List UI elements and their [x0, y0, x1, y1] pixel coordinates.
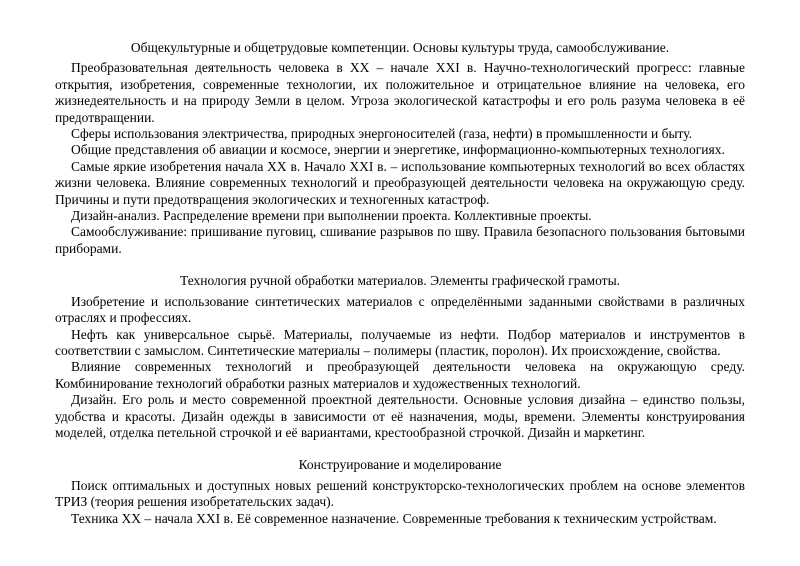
- section-general-competencies: [55, 40, 745, 257]
- paragraph: Дизайн-анализ. Распределение времени при выполнении проекта. Коллективные проекты.: [71, 208, 592, 224]
- paragraph: Изобретение и использование синтетических материалов с определёнными заданными свойствами в различных отраслях и профессиях.: [55, 293, 745, 326]
- paragraph: Общие представления об авиации и космосе, энергии и энергетике, информационно-компьютерных технологиях.: [71, 142, 725, 158]
- section-construction-modeling: [55, 457, 745, 527]
- paragraph: Поиск оптимальных и доступных новых решений конструкторско-технологических проблем на основе элементов ТРИЗ (теория решения изобретательских задач).: [55, 477, 745, 510]
- paragraph: Сферы использования электричества, природных энергоносителей (газа, нефти) в промышленности и быту.: [71, 126, 693, 142]
- section-heading: Технология ручной обработки материалов. Элементы графической грамоты.: [179, 273, 621, 289]
- paragraph: Техника XX – начала XXI в. Её современное назначение. Современные требования к техническим устройствам.: [71, 510, 717, 526]
- section-heading: Общекультурные и общетрудовые компетенции. Основы культуры труда, самообслуживание.: [130, 40, 670, 55]
- paragraph: Дизайн. Его роль и место современной проектной деятельности. Основные условия дизайна – единство пользы, удобства и красоты. Дизайн одежды в зависимости от её назначения, моды, времени. Элементы конструирования моделей, отделка петельной строчкой и её вариантами, крестообразной строчкой. Дизайн и маркетинг.: [55, 392, 745, 440]
- section-manual-processing: [55, 273, 745, 441]
- paragraph: Нефть как универсальное сырьё. Материалы, получаемые из нефти. Подбор материалов и инструментов в соответствии с замыслом. Синтетические материалы – полимеры (пластик, поролон). Их происхождение, свойства.: [55, 326, 745, 358]
- section-heading: Конструирование и моделирование: [298, 457, 502, 473]
- paragraph: Преобразовательная деятельность человека в XX – начале XXI в. Научно-технологический прогресс: главные открытия, изобретения, современные технологии, их положительное и отрицательное влияние на человека, его жизнедеятельность и на природу Земли в целом. Угроза экологической катастрофы и его роль разума человека в её предотвращении.: [55, 60, 745, 125]
- paragraph: Влияние современных технологий и преобразующей деятельности человека на окружающую среду. Комбинирование технологий обработки разных материалов и художественных технологий.: [55, 359, 745, 391]
- paragraph: Самообслуживание: пришивание пуговиц, сшивание разрывов по шву. Правила безопасного пользования бытовыми приборами.: [55, 224, 745, 256]
- paragraph: Самые яркие изобретения начала XX в. Начало XXI в. – использование компьютерных технологий во всех областях жизни человека. Влияние современных технологий и преобразующей деятельности человека на окружающую среду. Причины и пути предотвращения экологических и техногенных катастроф.: [55, 158, 745, 207]
